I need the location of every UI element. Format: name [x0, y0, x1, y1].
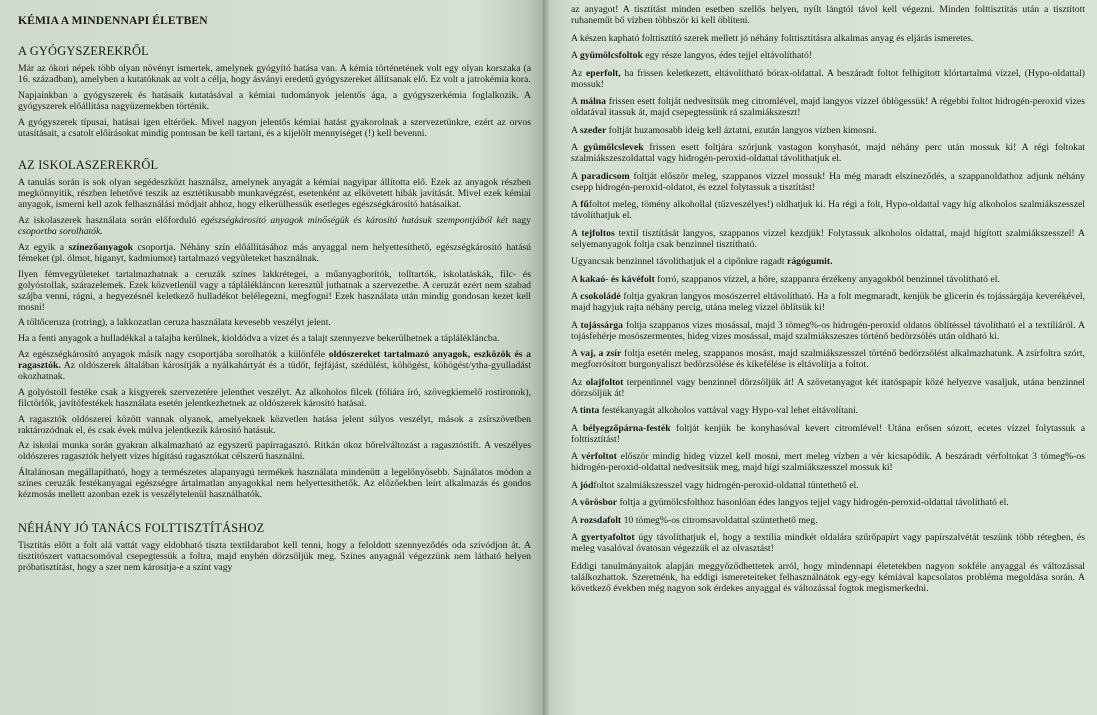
- stain-tip: [571, 51, 1085, 62]
- text-run: nagy: [507, 215, 531, 227]
- bold-term: oldószereket tartalmazó anyagok, eszközök és a ragasztók.: [18, 349, 532, 372]
- bold-term: kakaó- és kávéfolt: [579, 273, 655, 285]
- text-run: A: [571, 142, 584, 154]
- paragraph: Az iskolai munka során gyakran alkalmazható az egyszerű papírragasztó. Ritkán okoz bőrelváltozást a ragasztóstift. A veszélyes oldószeres ragasztók helyett vizes hígítású ragasztókat célszerű használni.: [18, 440, 531, 463]
- stain-tip: [571, 424, 1085, 446]
- text-run: frissen esett foltját nedvesítsük meg citromlével, majd langyos vízzel öblögessük! A régebbi foltot hidrogén-peroxid vizes oldatával itassuk át, majd csepegtessünk rá szalmiákszeszt!: [571, 96, 1085, 119]
- bold-term: málna: [580, 96, 607, 108]
- bold-term: tejfoltos: [581, 227, 615, 239]
- page-title: KÉMIA A MINDENNAPI ÉLETBEN: [18, 14, 208, 27]
- stain-tip: [571, 257, 1085, 268]
- text-run: A: [571, 96, 581, 108]
- text-run: Az iskolaszerek használata során előforduló: [18, 215, 201, 227]
- italic-text: egészségkárosító anyagok minőségük és károsító hatásuk szempontjából két: [200, 215, 508, 227]
- stain-tip: [571, 229, 1085, 251]
- text-run: ha frissen keletkezett, eltávolítható bórax-oldattal. A beszáradt foltot felhígított klórtartalmú vízzel, (Hypo-oldattal) mossuk!: [571, 67, 1085, 90]
- stain-tip: [571, 498, 1085, 509]
- text-run: A: [571, 291, 581, 303]
- text-run: A: [571, 514, 580, 526]
- text-run: Ugyancsak benzinnel távolíthatjuk el a cipőnkre ragadt: [571, 256, 788, 268]
- stain-tip: [571, 533, 1085, 555]
- text-run: textil tisztítását langyos, szappanos vízzel kezdjük! Folytassuk alkoholos oldattal, majd hígított szalmiákszesszel! A selyemanyagok foltja csak benzinnel tisztítható.: [571, 227, 1085, 250]
- text-run: A: [571, 199, 581, 211]
- paragraph: [18, 243, 531, 265]
- text-run: A: [571, 319, 581, 331]
- bold-term: szeder: [579, 124, 607, 136]
- paragraph: Ha a fenti anyagok a hulladékkal a talajba kerülnek, kioldódva a vizet és a talajt szennyezve bekerülhetnek a táplálékláncba.: [18, 333, 500, 345]
- paragraph: A gyógyszerek típusai, hatásai igen eltérőek. Mivel nagyon jelentős kémiai hatást gyakorolnak a szervezetünkre, ezért az orvos utasításait, a csatolt előírásokat mindig pontosan be kell tartani, és a kijelölt mennyiséget (!) kell bevenni.: [18, 116, 531, 139]
- paragraph: Általánosan megállapítható, hogy a természetes alapanyagú termékek használata mindenütt a legelőnyösebb. Sajnálatos módon a színes ceruzák festékanyagai egészségre ártalmatlan anyagokkal nem helyettesíthetők. Az előzőekben leírt alkalmazás és gondos kézmosás mellett azonban ezek is veszélytelenül használhatók.: [18, 467, 531, 501]
- text-run: foltját először meleg, szappanos vízzel mossuk! Ha még maradt elszíneződés, a szappanoldathoz adjunk néhány csepp hidrogén-peroxid-oldatot, és ezzel folytassuk a tisztítást!: [571, 170, 1086, 193]
- paragraph: A készen kapható folttisztító szerek mellett jó néhány folttisztításra alkalmas anyag és eljárás ismeretes.: [571, 32, 974, 44]
- text-run: foltját kenjük be konyhasóval kevert citromlével! Utána erősen sózott, ecetes vízzel folytassuk a folttisztítást!: [571, 422, 1085, 445]
- stain-tip: [571, 321, 1085, 343]
- bold-term: gyümölcslevek: [583, 142, 644, 154]
- text-run: forró, szappanos vízzel, a hőre, szappanra érzékeny anyagokból benzinnel távolítható el.: [654, 273, 1000, 285]
- text-run: A: [571, 348, 581, 360]
- bold-term: rozsdafolt: [579, 514, 622, 526]
- text-run: A: [571, 422, 583, 434]
- stain-tip: [571, 378, 1085, 400]
- text-run: A: [571, 50, 580, 62]
- text-run: terpentinnel vagy benzinnel dörzsöljük át! A szövetanyagot két itatóspapír közé helyezve vasaljuk, utána benzinnel dörzsöljük át!: [571, 376, 1085, 399]
- paragraph: [18, 350, 531, 383]
- text-run: A: [571, 497, 580, 509]
- text-run: festékanyagát alkoholos vattával vagy Hypo-val lehet eltávolítani.: [599, 405, 859, 417]
- text-run: Az oldószerek általában károsítják a nyálkahártyát és a tüdőt, fejfájást, szédülést, köhögést, köhögést/ytha-gyulladást okozhatnak.: [18, 360, 531, 383]
- text-run: Az: [571, 376, 586, 388]
- bold-term: olajfoltot: [585, 376, 624, 388]
- text-run: A: [571, 170, 582, 182]
- bold-term: eperfolt,: [586, 67, 621, 79]
- text-run: úgy távolíthatjuk el, hogy a textília mindkét oldalára szűrőpapírt vagy papírszalvétát teszünk több rétegben, és meleg vasalóval óvatosan végezzük el az olvasztást!: [571, 532, 1085, 555]
- text-run: Az egészségkárosító anyagok másik nagy csoportjába sorolhatók a különféle: [18, 349, 329, 361]
- stain-tip: [571, 516, 1085, 527]
- text-run: csoportja. Néhány szín előállításához más anyaggal nem helyettesíthető, egészségkárosító hatású fémeket (pl. ólmot, higanyt, kadmiumot) tartalmazó vegyületeket használnak.: [18, 241, 531, 264]
- bold-term: bélyegzőpárna-festék: [582, 422, 671, 434]
- text-run: Az egyik a: [18, 241, 69, 253]
- text-run: A: [571, 479, 580, 491]
- text-run: frissen esett foltjára szórjunk vastagon konyhasót, majd néhány perc után mossuk ki! A régi foltokat szalmiákszeszoldattal vagy hidrogén-peroxid-oldattal távolíthatjuk el.: [571, 142, 1085, 165]
- text-run: foltot szalmiákszesszel vagy hidrogén-peroxid-oldattal tüntethető el.: [593, 479, 859, 491]
- text-run: foltja gyakran langyos mosószerrel eltávolítható. Ha a folt megmaradt, kenjük be glicerin és tojássárgája keverékével, majd hagyjuk rajta néhány percig, utána meleg vízzel öblítsük ki!: [571, 291, 1085, 314]
- text-run: foltja esetén meleg, szappanos mosást, majd szalmiákszesszel történő bedörzsölést alkalmazhatunk. A zsírfoltra szórt, megforrósított burgonyaliszt bedörzsölése és kikefélése is eltávolítja a foltot.: [571, 348, 1085, 371]
- stain-tip: [571, 200, 1085, 222]
- bold-term: tojássárga: [580, 319, 623, 331]
- paragraph: Ilyen fémvegyületeket tartalmazhatnak a ceruzák színes lakkrétegei, a műanyagborítók, tolltartók, iskolatáskák, filc- és golyóstollak, szárazelemek. Ezek közvetlenül vagy a táplálékláncon keresztül juthatnak a szervezetbe. A ceruzát ezért nem szabad szájba venni, rágni, a hegyezésnél keletkező hulladékot belélegezni, megfogni! Ezek használata után mindig gondosan kezet kell mosni!: [18, 268, 531, 313]
- section-spacer: [18, 506, 531, 521]
- section-spacer: [18, 144, 531, 158]
- bold-term: fű: [580, 199, 589, 211]
- bold-term: paradicsom: [581, 170, 630, 182]
- section-heading-stain-removal: NÉHÁNY JÓ TANÁCS FOLTTISZTÍTÁSHOZ: [18, 521, 265, 536]
- paragraph: [18, 216, 531, 238]
- text-run: A: [571, 451, 582, 463]
- stain-tip: [571, 481, 1085, 492]
- bold-term: vörösbor: [579, 497, 618, 509]
- closing-paragraph: Eddigi tanulmányaitok alapján meggyőződhettetek arról, hogy mindennapi életetekben nagyon sokféle anyaggal és változással találkozhattok. Szeretnénk, ha eddigi ismereteiteket felhasználnátok egy-egy kémiával kapcsolatos probléma megoldása során. A következő években még nagyon sok érdekes anyaggal és változással fogtok megismerkedni.: [571, 560, 1085, 594]
- section-heading-school-supplies: AZ ISKOLASZEREKRŐL: [18, 158, 159, 173]
- text-run: foltot meleg, tömény alkohollal (tűzveszélyes!) oldhatjuk ki. Ha régi a folt, Hypo-oldattal vagy híg alkoholos szalmiákszesszel távolíthatjuk el.: [571, 199, 1085, 222]
- paragraph: A töltőceruza (rotring), a lakkozatlan ceruza használata kevesebb veszélyt jelent.: [18, 317, 331, 329]
- left-page: [0, 0, 543, 715]
- paragraph: Már az ókori népek több olyan növényt ismertek, amelynek gyógyító hatása van. A kémia történetének volt egy olyan korszaka (a 16. században), amelyben a kutatóknak az volt a célja, hogy ásványi eredetű gyógyszereket állítsanak elő. Ez volt a jatrokémia kora.: [18, 63, 531, 85]
- bold-term: rágógumit.: [787, 256, 833, 268]
- bold-term: gyümölcsfoltok: [579, 50, 643, 62]
- stain-tip: [571, 172, 1085, 194]
- stain-tip: [571, 126, 1085, 137]
- text-run: egy része langyos, édes tejjel eltávolítható!: [642, 50, 813, 62]
- stain-tip: [571, 452, 1085, 474]
- text-run: A: [571, 273, 580, 285]
- bold-term: vérfoltot: [581, 451, 617, 463]
- right-page: [549, 0, 1097, 715]
- paragraph: A tanulás során is sok olyan segédeszközt használsz, amelynek anyagát a kémiai nagyipar állította elő. Ezek az anyagok részben megkönnyítik, részben lehetővé teszik az esztétikusabb munkavégzést, esetenként az elkövetett hibák javítását. Mivel ezek kémiai anyagok, ismerni kell azok felhasználási módjait ahhoz, hogy elkerülhessük esetleges egészségkárosító hatásaikat.: [18, 177, 531, 211]
- bold-term: színezőanyagok: [68, 241, 134, 253]
- text-run: A: [571, 532, 582, 544]
- paragraph: Napjainkban a gyógyszerek és hatásaik kutatásával a kémiai tudományok jelentős ága, a gyógyszerkémia foglalkozik. A gyógyszerek előállítása nagyüzemekben történik.: [18, 89, 531, 112]
- text-run: foltja szappanos vizes mosással, majd 3 tömeg%-os hidrogén-peroxid oldatos öblítéssel távolítható el a textíliáról. A tojásfehérje mosószermentes, hideg vizes mosással, majd szalmiákszeszes történő bedörzsölés után oldható ki.: [571, 319, 1085, 342]
- text-run: foltját huzamosabb ideig kell áztatni, ezután langyos vízben kimosni.: [606, 124, 877, 136]
- stain-tip: [571, 275, 1085, 286]
- text-run: először mindig hideg vízzel kell mosni, mert meleg vízben a vér kicsapódik. A beszáradt vérfoltokat 3 tömeg%-os hidrogén-peroxid-oldattal nedvesítsük meg, majd hígi szalmiákszesszel mossuk ki!: [571, 451, 1085, 474]
- text-run: 10 tömeg%-os citromsavoldattal szüntethető meg.: [621, 514, 818, 526]
- bold-term: tinta: [579, 405, 600, 417]
- text-run: A: [571, 405, 580, 417]
- bold-term: vaj, a zsír: [580, 348, 622, 360]
- stain-tip: [571, 69, 1085, 91]
- italic-text: csoportba sorolhatók.: [18, 226, 103, 238]
- paragraph: Tisztítás előtt a folt alá vattát vagy eldobható tiszta textildarabot kell tenni, hogy a feloldott szennyeződés oda szívódjon át. A tisztítószert vattacsomóval csepegtessük a foltra, majd enyhén dörzsöljük meg. Színes anyagnál végezzünk nem látható helyen próbatisztítást, hogy a szer nem károsítja-e a színt vagy: [18, 540, 531, 573]
- stain-tip: [571, 349, 1085, 371]
- section-heading-medicines: A GYÓGYSZEREKRŐL: [18, 44, 149, 58]
- paragraph: az anyagot! A tisztítást minden esetben szellős helyen, nyílt lángtól távol kell végezni. Minden folttisztítás után a tisztított ruhaneműt bő vízben többször ki kell öblíteni.: [571, 4, 1085, 26]
- paragraph: A golyóstoll festéke csak a kisgyerek szervezetére jelenthet veszélyt. Az alkoholos filcek (fóliára író, szövegkiemelő rostironok), filctörlők, javítófestékek használata esetén jelentkezhetnek az oldószerek károsító hatásai.: [18, 386, 531, 409]
- text-run: foltja a gyümölcsfolthoz hasonlóan édes langyos tejjel vagy hidrogén-peroxid-oldattal távolítható el.: [617, 497, 1009, 509]
- stain-tip: [571, 292, 1085, 314]
- bold-term: gyertyafoltot: [581, 532, 635, 544]
- bold-term: jód: [579, 479, 594, 491]
- stain-tip: [571, 143, 1085, 165]
- text-run: A: [571, 227, 582, 239]
- stain-tip: [571, 406, 1085, 417]
- paragraph: A ragasztók oldószerei között vannak olyanok, amelyeknek közvetlen hatása jelent súlyos veszélyt, mások a zsírszövetben raktározódnak el, és csak évek múlva jelentkezik károsító hatásuk.: [18, 413, 531, 436]
- stain-tip: [571, 97, 1085, 119]
- text-run: Az: [571, 67, 586, 79]
- bold-term: csokoládé: [580, 291, 621, 303]
- text-run: A: [571, 124, 580, 136]
